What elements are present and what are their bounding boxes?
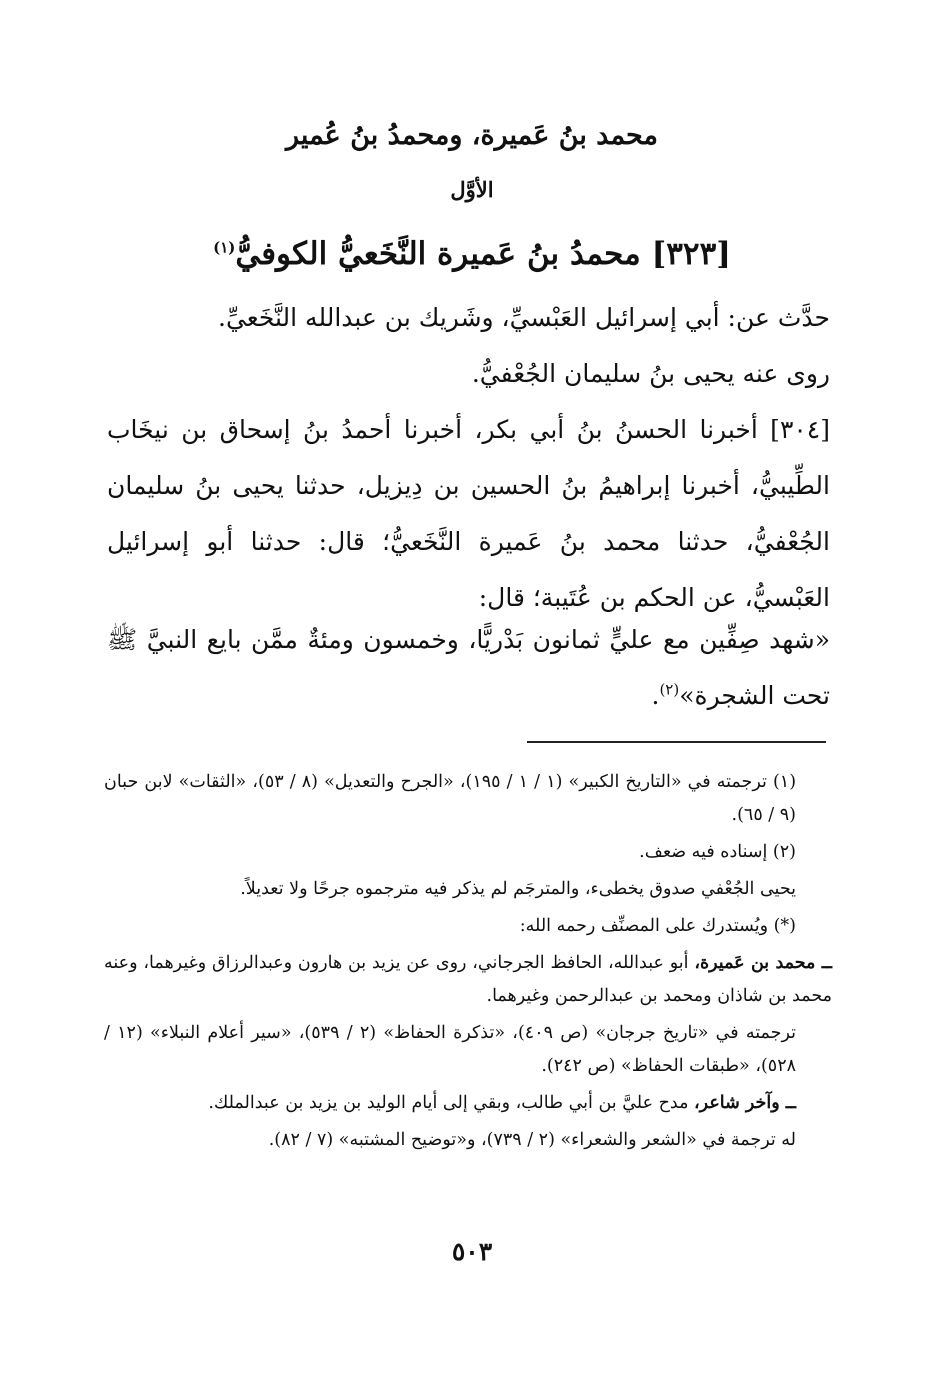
narration-block (107, 290, 830, 402)
addendum-entry-1-text: أبو عبدالله، الحافظ الجرجاني، روى عن يزيد بن هارون وعبدالرزاق وغيرهما، وعنه محمد بن شاذان ومحمد بن عبدالرحمن وغيرهما. (104, 953, 832, 1006)
narrators-line: روى عنه يحيى بنُ سليمان الجُعْفيُّ. (471, 359, 830, 388)
addendum-note: (*) ويُستدرك على المصنِّف رحمه الله: (519, 916, 796, 936)
footnote-ref-2: (٢) (659, 680, 680, 699)
hadith-matn (107, 612, 830, 724)
addendum-entry-2-text: مدح عليَّ بن أبي طالب، وبقي إلى أيام الوليد بن يزيد بن عبدالملك. (208, 1093, 695, 1113)
addendum-entry-1 (104, 947, 832, 1013)
section-subtitle: الأوَّل (450, 177, 494, 202)
page-title: محمد بنُ عَميرة، ومحمدُ بنُ عُمير (286, 120, 658, 151)
footnote-1: (١) ترجمته في «التاريخ الكبير» (١ / ١ / ١٩٥)، «الجرح والتعديل» (٨ / ٥٣)، «الثقات» لابن حبان (٩ / ٦٥). (104, 772, 797, 825)
footnote-separator (527, 741, 826, 743)
addendum-entry-2-name: ــ وآخر شاعر، (694, 1093, 796, 1113)
addendum-entry-2-refs: له ترجمة في «الشعر والشعراء» (٢ / ٧٣٩)، و«توضيح المشتبه» (٧ / ٨٢). (268, 1130, 796, 1150)
quote-end: . (651, 681, 660, 710)
footnote-2-detail: يحيى الجُعْفي صدوق يخطىء، والمترجَم لم يذكر فيه مترجموه جرحًا ولا تعديلاً. (240, 879, 796, 899)
addendum-entry-1-name: ــ محمد بن عَميرة، (694, 953, 832, 973)
entry-number: [٣٢٣] (651, 236, 731, 272)
entry-name: محمدُ بنُ عَميرة النَّخَعيُّ الكوفيُّ (235, 236, 641, 272)
hadith-isnad: أخبرنا الحسنُ بنُ أبي بكر، أخبرنا أحمدُ بنُ إسحاق بن نيخَاب الطِّيبيُّ، أخبرنا إبراهيمُ بنُ الحسين بن دِيزيل، حدثنا يحيى بنُ سليمان الجُعْفيُّ، حدثنا محمد بنُ عَميرة النَّخَعيُّ؛ قال: حدثنا أبو إسرائيل العَبْسيُّ، عن الحكم بن عُتَيبة؛ قال: (107, 415, 830, 612)
narrated-from-line: حدَّث عن: أبي إسرائيل العَبْسيِّ، وشَريك بن عبدالله النَّخَعيِّ. (218, 303, 830, 332)
entry-heading (0, 226, 944, 282)
hadith-text-block (107, 612, 830, 724)
addendum-entry-1-refs: ترجمته في «تاريخ جرجان» (ص ٤٠٩)، «تذكرة الحفاظ» (٢ / ٥٣٩)، «سير أعلام النبلاء» (١٢ / ٥٢٨)، «طبقات الحفاظ» (ص ٢٤٢). (104, 1023, 796, 1076)
hadith-block (107, 402, 830, 626)
addendum-entry-2 (104, 1087, 832, 1120)
hadith-chain (107, 402, 830, 626)
hadith-quote: «شهد صِفِّين مع عليٍّ ثمانون بَدْريًّا، وخمسون ومئةٌ ممَّن بايع النبيَّ ﷺ تحت الشجرة» (107, 625, 830, 710)
footnotes-block (104, 766, 832, 1161)
page-number: ٥٠٣ (451, 1237, 493, 1266)
footnote-2: (٢) إسناده فيه ضعف. (639, 842, 796, 862)
hadith-number: [٣٠٤] (770, 415, 830, 444)
footnote-ref-1: (١) (213, 238, 236, 257)
